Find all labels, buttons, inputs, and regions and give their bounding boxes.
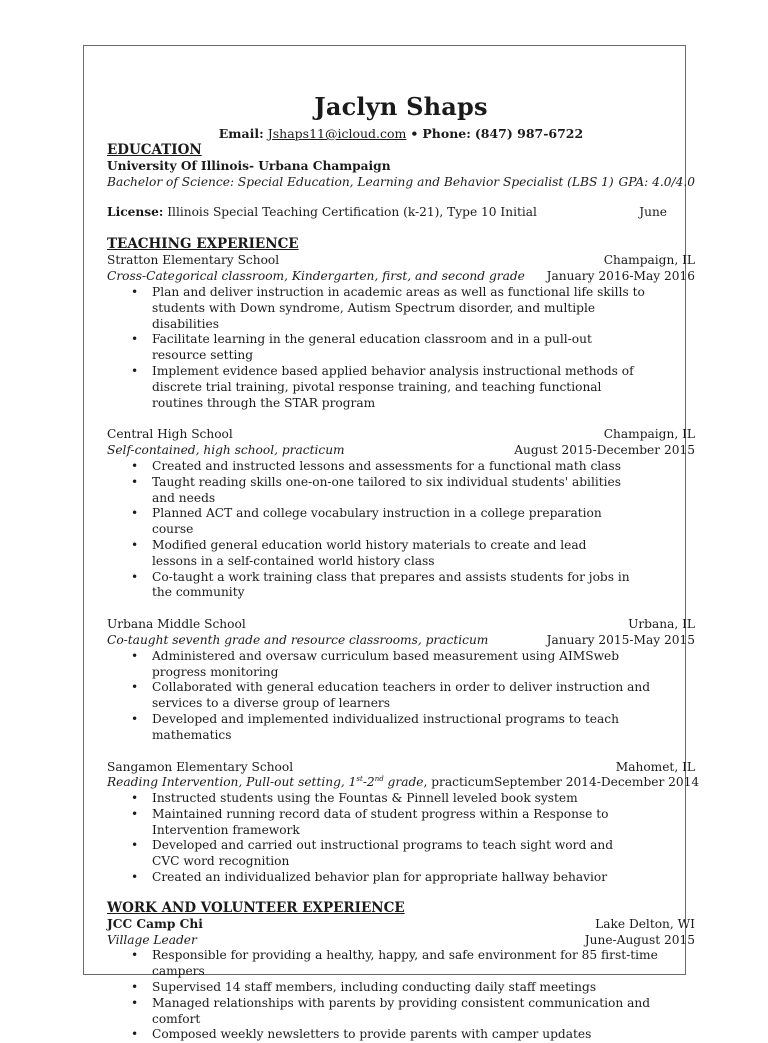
email-label: Email: bbox=[218, 126, 264, 141]
job-role: Cross-Categorical classroom, Kindergarten, first, and second grade bbox=[107, 269, 525, 284]
job-location: Champaign, IL bbox=[603, 253, 695, 268]
list-item: • Planned ACT and college vocabulary instruction in a college preparation course bbox=[152, 506, 635, 538]
list-item: • Collaborated with general education teachers in order to deliver instruction and services to a diverse group of learners bbox=[152, 680, 655, 712]
list-item: • Taught reading skills one-on-one tailored to six individual students' abilities and needs bbox=[152, 475, 635, 507]
list-item: • Created and instructed lessons and assessments for a functional math class bbox=[152, 459, 635, 475]
list-item: • Created an individualized behavior plan for appropriate hallway behavior bbox=[152, 870, 635, 886]
license-text: Illinois Special Teaching Certification (k-21), Type 10 Initial bbox=[167, 204, 537, 219]
resume-content bbox=[107, 92, 700, 1043]
job-role: Self-contained, high school, practicum bbox=[107, 443, 345, 458]
job-header-row bbox=[107, 760, 695, 776]
job-location: Champaign, IL bbox=[603, 427, 695, 442]
list-item: • Instructed students using the Fountas & Pinnell leveled book system bbox=[152, 791, 635, 807]
email-link[interactable]: Jshaps11@icloud.com bbox=[267, 126, 407, 141]
job-role-row bbox=[107, 269, 695, 285]
job-org: Stratton Elementary School bbox=[107, 253, 280, 268]
list-item: • Managed relationships with parents by providing consistent communication and comfort bbox=[152, 996, 665, 1028]
list-item: • Facilitate learning in the general education classroom and in a pull-out resource setting bbox=[152, 332, 645, 364]
list-item: • Maintained running record data of student progress within a Response to Intervention framework bbox=[152, 807, 635, 839]
list-item: • Administered and oversaw curriculum based measurement using AIMSweb progress monitoring bbox=[152, 649, 655, 681]
work-heading: WORK AND VOLUNTEER EXPERIENCE bbox=[107, 899, 405, 916]
work-dates: June-August 2015 bbox=[584, 932, 695, 947]
list-item: • Implement evidence based applied behavior analysis instructional methods of discrete trial training, pivotal response training, and teaching functional routines through the STAR program bbox=[152, 364, 645, 411]
job-location: Urbana, IL bbox=[628, 617, 695, 632]
job-header-row bbox=[107, 253, 695, 269]
work-role-row bbox=[107, 933, 695, 949]
education-degree-row bbox=[107, 175, 695, 191]
job-location: Mahomet, IL bbox=[615, 759, 695, 774]
work-role: Village Leader bbox=[107, 932, 197, 947]
job-role: Reading Intervention, Pull-out setting, 1st-2nd grade, practicum bbox=[107, 775, 494, 790]
job-dates: September 2014-December 2014 bbox=[493, 775, 700, 790]
job-bullets bbox=[107, 791, 695, 886]
list-item: • Composed weekly newsletters to provide parents with camper updates bbox=[152, 1027, 665, 1043]
job-dates: January 2015-May 2015 bbox=[546, 632, 695, 647]
list-item: • Developed and carried out instructional programs to teach sight word and CVC word recognition bbox=[152, 838, 635, 870]
job-bullets bbox=[107, 285, 695, 411]
job-bullets bbox=[107, 459, 695, 601]
job-role-row bbox=[107, 775, 700, 791]
license-date: June bbox=[639, 204, 667, 219]
work-header-row bbox=[107, 917, 695, 933]
list-item: • Co-taught a work training class that prepares and assists students for jobs in the community bbox=[152, 570, 635, 602]
job-org: Sangamon Elementary School bbox=[107, 759, 294, 774]
list-item: • Responsible for providing a healthy, happy, and safe environment for 85 first-time campers bbox=[152, 948, 665, 980]
job-dates: January 2016-May 2016 bbox=[546, 269, 695, 284]
work-org: JCC Camp Chi bbox=[107, 916, 203, 931]
list-item: • Supervised 14 staff members, including conducting daily staff meetings bbox=[152, 980, 665, 996]
work-bullets bbox=[107, 948, 695, 1043]
job-role-row bbox=[107, 443, 695, 459]
job-header-row bbox=[107, 427, 695, 443]
education-gpa: GPA: 4.0/4.0 bbox=[618, 174, 695, 189]
work-location: Lake Delton, WI bbox=[595, 916, 695, 931]
contact-line bbox=[107, 126, 695, 142]
job-header-row bbox=[107, 617, 695, 633]
list-item: • Plan and deliver instruction in academic areas as well as functional life skills to students with Down syndrome, Autism Spectrum disorder, and multiple disabilities bbox=[152, 285, 645, 332]
list-item: • Developed and implemented individualized instructional programs to teach mathematics bbox=[152, 712, 655, 744]
education-school: University Of Illinois- Urbana Champaign bbox=[107, 159, 391, 173]
license-row bbox=[107, 205, 695, 221]
job-org: Urbana Middle School bbox=[107, 617, 246, 632]
job-role: Co-taught seventh grade and resource classrooms, practicum bbox=[107, 632, 489, 647]
list-item: • Modified general education world history materials to create and lead lessons in a self-contained world history class bbox=[152, 538, 635, 570]
education-heading: EDUCATION bbox=[107, 142, 202, 158]
job-dates: August 2015-December 2015 bbox=[514, 443, 695, 458]
job-bullets bbox=[107, 649, 695, 744]
candidate-name: Jaclyn Shaps bbox=[314, 92, 488, 121]
phone-number: (847) 987-6722 bbox=[474, 126, 584, 141]
job-role-row bbox=[107, 633, 695, 649]
license-label: License: bbox=[107, 204, 164, 219]
contact-separator: • bbox=[410, 126, 419, 141]
job-org: Central High School bbox=[107, 427, 233, 442]
teaching-heading: TEACHING EXPERIENCE bbox=[107, 236, 299, 253]
phone-label: Phone: bbox=[422, 126, 471, 141]
education-degree: Bachelor of Science: Special Education, Learning and Behavior Specialist (LBS 1) bbox=[107, 174, 614, 189]
